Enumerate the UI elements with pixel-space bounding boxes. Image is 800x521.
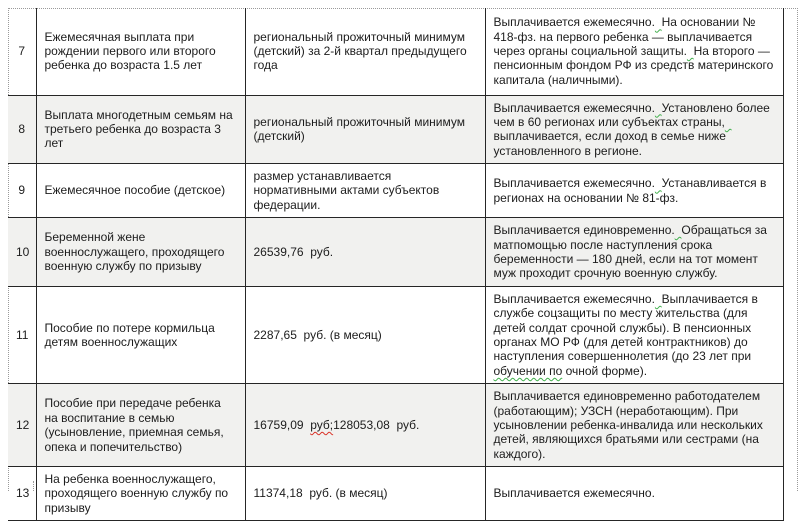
row-number-cell: 12 bbox=[8, 384, 36, 467]
cell-text: Выплачивается ежемесячно. bbox=[493, 486, 655, 501]
squiggle-green-text bbox=[655, 101, 662, 115]
benefit-name-cell: Пособие по потере кормильца детям военнослужащих bbox=[36, 286, 245, 383]
cell-text: выплачивается, если доход в семье ниже установленного в регионе. bbox=[493, 129, 730, 158]
squiggle-red-text: руб; bbox=[310, 417, 334, 432]
table-row bbox=[8, 467, 783, 521]
cell-text: размер устанавливается нормативными актами субъектов федерации. bbox=[253, 169, 443, 212]
table-row bbox=[8, 218, 783, 287]
benefit-name-cell: Ежемесячное пособие (детское) bbox=[36, 164, 245, 218]
details-cell bbox=[485, 467, 783, 521]
cell-text: 16759,09 bbox=[253, 417, 311, 432]
benefits-table bbox=[8, 8, 784, 521]
cell-text: региональный прожиточный минимум (детский) за 2-й квартал предыдущего года bbox=[253, 29, 471, 73]
row-number-cell: 10 bbox=[8, 218, 36, 287]
details-cell bbox=[485, 95, 783, 164]
cell-text: региональный прожиточный минимум (детский) bbox=[253, 114, 469, 144]
cell-text: Выплачивается ежемесячно. bbox=[493, 176, 655, 191]
benefit-name-cell: На ребенка военнослужащего, проходящего военную службу по призыву bbox=[36, 467, 245, 521]
cell-text: На основании № 418-фз. на первого ребенка — выплачивается через органы социальной защиты. bbox=[493, 15, 759, 59]
amount-cell bbox=[245, 8, 485, 95]
details-cell bbox=[485, 8, 783, 95]
cell-text: Выплачивается ежемесячно. bbox=[493, 15, 655, 30]
benefit-name-cell: Пособие при передаче ребенка на воспитание в семью (усыновление, приемная семья, опека и попечительство) bbox=[36, 384, 245, 467]
details-cell bbox=[485, 286, 783, 383]
row-number-cell: 8 bbox=[8, 95, 36, 164]
table-row bbox=[8, 286, 783, 383]
table-row bbox=[8, 164, 783, 218]
table-row bbox=[8, 384, 783, 467]
details-cell bbox=[485, 164, 783, 218]
squiggle-green-text bbox=[725, 115, 732, 129]
squiggle-green-text: обучении по bbox=[493, 363, 563, 378]
benefit-name-cell: Выплата многодетным семьям на третьего ребенка до возраста 3 лет bbox=[36, 95, 245, 164]
cell-text: Устанавливается в регионах на основании № 81-фз. bbox=[493, 176, 770, 205]
amount-cell bbox=[245, 164, 485, 218]
row-number-cell: 9 bbox=[8, 164, 36, 218]
cell-text: Выплачивается единовременно работодателем (работающим); УЗСН (неработающим). При усыновлении ребенка-инвалида или нескольких детей, являющихся братьями или сестрами (на каждого). bbox=[493, 389, 767, 461]
cell-text: 2287,65 руб. (в месяц) bbox=[253, 327, 382, 342]
table-row bbox=[8, 95, 783, 164]
amount-cell bbox=[245, 218, 485, 287]
cell-text: очной форме). bbox=[562, 363, 648, 378]
cell-text: Установлено более чем в 60 регионах или субъектах страны, bbox=[493, 100, 774, 129]
squiggle-green-text bbox=[655, 292, 662, 306]
row-number-cell: 11 bbox=[8, 286, 36, 383]
squiggle-green-text bbox=[687, 44, 694, 58]
benefit-name-cell: Ежемесячная выплата при рождении первого или второго ребенка до возраста 1.5 лет bbox=[36, 8, 245, 95]
amount-cell bbox=[245, 286, 485, 383]
cell-text: 26539,76 руб. bbox=[253, 244, 334, 259]
benefit-name-cell: Беременной жене военнослужащего, проходящего военную службу по призыву bbox=[36, 218, 245, 287]
cell-text: Выплачивается ежемесячно. bbox=[493, 100, 655, 115]
details-cell bbox=[485, 384, 783, 467]
cell-text: Выплачивается в службе соцзащиты по месту жительства (для детей солдат срочной службы). В пенсионных органах МО РФ (для детей контрактников) до наступления совершеннолетия (до 23 лет при bbox=[493, 291, 762, 364]
cell-text: 128053,08 руб. bbox=[333, 417, 420, 432]
amount-cell bbox=[245, 384, 485, 467]
amount-cell bbox=[245, 95, 485, 164]
row-number-cell: 7 bbox=[8, 8, 36, 95]
squiggle-green-text bbox=[655, 176, 662, 190]
squiggle-green-text bbox=[655, 15, 662, 29]
cell-text: На второго — пенсионным фондом РФ из средств материнского капитала (наличными). bbox=[493, 44, 777, 87]
cell-text: Выплачивается ежемесячно. bbox=[493, 291, 655, 306]
page-boundary-right bbox=[797, 8, 798, 491]
details-cell bbox=[485, 218, 783, 287]
row-number-cell: 13 bbox=[8, 467, 36, 521]
cell-text: Обращаться за матпомощью после наступления срока беременности — 180 дней, если на тот момент муж проходит срочную военную службу. bbox=[493, 223, 771, 281]
benefits-table-body bbox=[8, 8, 783, 521]
amount-cell bbox=[245, 467, 485, 521]
table-row bbox=[8, 8, 783, 95]
cell-text: 11374,18 руб. (в месяц) bbox=[253, 486, 388, 501]
cell-text: Выплачивается единовременно. bbox=[493, 223, 675, 238]
